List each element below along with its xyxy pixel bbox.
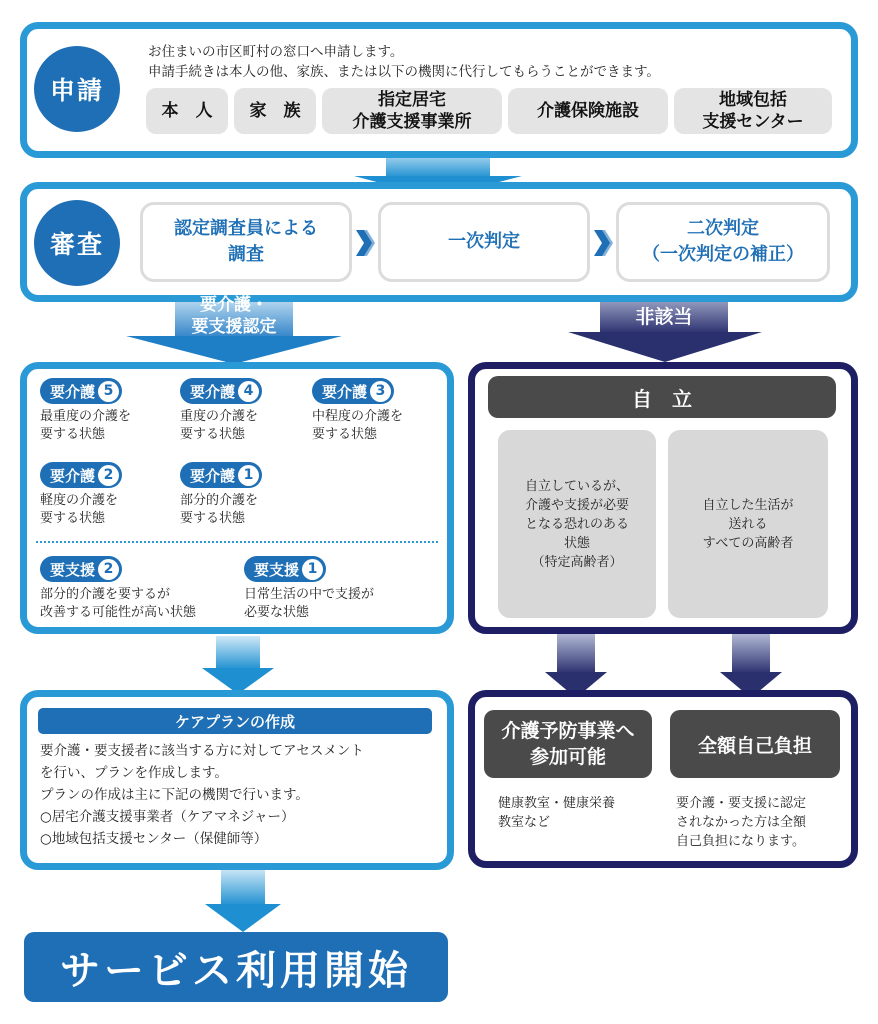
agent-care-support-office-line1: 指定居宅 bbox=[378, 90, 446, 110]
intro-line-1: お住まいの市区町村の窓口へ申請します。 bbox=[148, 44, 404, 60]
care-level-1-label: 要介護 bbox=[190, 466, 236, 485]
care-level-1-desc-line1: 部分的介護を bbox=[180, 493, 259, 508]
branch-certified-label bbox=[160, 294, 308, 338]
care-plan-line-4: ○居宅介護支援事業者（ケアマネジャー） bbox=[40, 809, 295, 825]
prevention-desc bbox=[498, 794, 615, 832]
support-level-1-label: 要支援 bbox=[254, 560, 300, 579]
care-plan-line-3: プランの作成は主に下記の機関で行います。 bbox=[40, 787, 309, 803]
prevention-line1: 介護予防事業へ bbox=[501, 720, 635, 742]
review-step-secondary bbox=[616, 202, 830, 282]
care-level-1-desc bbox=[180, 492, 258, 528]
chevron-right-icon bbox=[356, 228, 378, 258]
support-level-2-number: 2 bbox=[98, 559, 119, 580]
arrow-to-prevention bbox=[545, 632, 607, 698]
at-risk-line-1: 自立しているが、 bbox=[524, 478, 629, 494]
care-level-1-number: 1 bbox=[238, 465, 259, 486]
support-level-1-desc-line2: 必要な状態 bbox=[244, 605, 310, 620]
care-plan-line-1: 要介護・要支援者に該当する方に対してアセスメント bbox=[40, 743, 364, 759]
at-risk-line-4: 状態 bbox=[563, 535, 590, 551]
application-intro bbox=[148, 42, 848, 82]
independent-all-seniors-card bbox=[668, 430, 828, 618]
care-plan-body bbox=[40, 740, 440, 850]
care-level-3-number: 3 bbox=[370, 381, 391, 402]
self-pay-box: 全額自己負担 bbox=[670, 710, 840, 778]
support-level-2-desc-line2: 改善する可能性が高い状態 bbox=[40, 605, 197, 620]
support-level-1-badge bbox=[244, 556, 326, 582]
care-level-3-desc bbox=[312, 408, 403, 444]
care-plan-line-5: ○地域包括支援センター（保健師等） bbox=[40, 831, 268, 847]
care-level-5-desc bbox=[40, 408, 131, 444]
agent-family bbox=[234, 88, 316, 134]
agent-community-center bbox=[674, 88, 832, 134]
review-step-secondary-line1: 二次判定 bbox=[687, 218, 759, 239]
support-level-1-desc-line1: 日常生活の中で支援が bbox=[244, 587, 375, 602]
care-plan-line-2: を行い、プランを作成します。 bbox=[40, 765, 228, 781]
care-level-3-label: 要介護 bbox=[322, 382, 368, 401]
care-level-2-desc-line2: 要する状態 bbox=[40, 511, 106, 526]
at-risk-line-2: 介護や支援が必要 bbox=[524, 497, 629, 513]
care-level-5-badge bbox=[40, 378, 122, 404]
care-level-4-badge bbox=[180, 378, 262, 404]
all-seniors-line-1: 自立した生活が bbox=[702, 497, 794, 513]
intro-line-2: 申請手続きは本人の他、家族、または以下の機関に代行してもらうことができます。 bbox=[148, 64, 660, 80]
care-plan-title: ケアプランの作成 bbox=[38, 708, 432, 734]
application-badge: 申請 bbox=[34, 46, 120, 132]
support-level-1-number: 1 bbox=[302, 559, 323, 580]
care-level-4-label: 要介護 bbox=[190, 382, 236, 401]
agent-community-center-line1: 地域包括 bbox=[719, 90, 787, 110]
agent-community-center-line2: 支援センター bbox=[702, 112, 804, 132]
service-start-banner: サービス利用開始 bbox=[24, 932, 448, 1002]
care-level-2-label: 要介護 bbox=[50, 466, 96, 485]
review-step-primary bbox=[378, 202, 590, 282]
agent-care-support-office-line2: 介護支援事業所 bbox=[352, 112, 472, 132]
agent-family-label: 家 族 bbox=[249, 101, 301, 121]
independent-title: 自 立 bbox=[488, 376, 836, 418]
care-level-4-desc bbox=[180, 408, 258, 444]
care-level-4-desc-line2: 要する状態 bbox=[180, 427, 246, 442]
agent-care-facility-label: 介護保険施設 bbox=[537, 101, 639, 121]
at-risk-line-3: となる恐れのある bbox=[524, 516, 629, 532]
review-step-survey-line2: 調査 bbox=[228, 244, 264, 265]
arrow-to-service-start bbox=[205, 868, 281, 932]
support-level-2-label: 要支援 bbox=[50, 560, 96, 579]
support-level-2-desc bbox=[40, 586, 196, 622]
self-pay-desc-line1: 要介護・要支援に認定 bbox=[676, 796, 807, 811]
branch-not-applicable-label: 非該当 bbox=[635, 306, 693, 328]
support-level-1-desc bbox=[244, 586, 374, 622]
prevention-desc-line1: 健康教室・健康栄養 bbox=[498, 796, 616, 811]
all-seniors-line-2: 送れる bbox=[728, 516, 768, 532]
levels-divider bbox=[36, 541, 438, 543]
agent-self-label: 本 人 bbox=[161, 101, 213, 121]
arrow-to-self-pay bbox=[720, 632, 782, 698]
self-pay-desc-line2: されなかった方は全額 bbox=[676, 815, 807, 830]
prevention-line2: 参加可能 bbox=[529, 746, 606, 768]
care-level-5-desc-line2: 要する状態 bbox=[40, 427, 106, 442]
review-step-secondary-line2: （一次判定の補正） bbox=[642, 244, 804, 265]
care-level-1-badge bbox=[180, 462, 262, 488]
agent-care-support-office bbox=[322, 88, 502, 134]
agent-self bbox=[146, 88, 228, 134]
arrow-to-care-plan bbox=[202, 636, 274, 694]
review-step-survey bbox=[140, 202, 352, 282]
care-level-3-badge bbox=[312, 378, 394, 404]
all-seniors-line-3: すべての高齢者 bbox=[702, 535, 794, 551]
care-level-5-number: 5 bbox=[98, 381, 119, 402]
review-step-survey-line1: 認定調査員による bbox=[174, 218, 318, 239]
branch-certified-line2: 要支援認定 bbox=[191, 317, 277, 337]
care-level-1-desc-line2: 要する状態 bbox=[180, 511, 246, 526]
self-pay-desc-line3: 自己負担になります。 bbox=[676, 834, 805, 849]
care-level-2-desc bbox=[40, 492, 118, 528]
agent-care-facility bbox=[508, 88, 668, 134]
chevron-right-icon bbox=[594, 228, 616, 258]
prevention-desc-line2: 教室など bbox=[498, 815, 551, 830]
care-level-4-number: 4 bbox=[238, 381, 259, 402]
independent-at-risk-card bbox=[498, 430, 656, 618]
care-level-2-badge bbox=[40, 462, 122, 488]
care-level-2-desc-line1: 軽度の介護を bbox=[40, 493, 119, 508]
branch-certified-line1: 要介護・ bbox=[200, 295, 268, 315]
care-level-2-number: 2 bbox=[98, 465, 119, 486]
care-level-4-desc-line1: 重度の介護を bbox=[180, 409, 259, 424]
care-level-5-label: 要介護 bbox=[50, 382, 96, 401]
self-pay-desc bbox=[676, 794, 806, 851]
care-level-3-desc-line1: 中程度の介護を bbox=[312, 409, 404, 424]
support-level-2-desc-line1: 部分的介護を要するが bbox=[40, 587, 171, 602]
review-badge: 審査 bbox=[34, 200, 120, 286]
support-level-2-badge bbox=[40, 556, 122, 582]
review-step-primary-label: 一次判定 bbox=[448, 231, 520, 252]
care-level-5-desc-line1: 最重度の介護を bbox=[40, 409, 132, 424]
prevention-program-box bbox=[484, 710, 652, 778]
care-level-3-desc-line2: 要する状態 bbox=[312, 427, 378, 442]
at-risk-line-5: （特定高齢者） bbox=[531, 554, 623, 570]
